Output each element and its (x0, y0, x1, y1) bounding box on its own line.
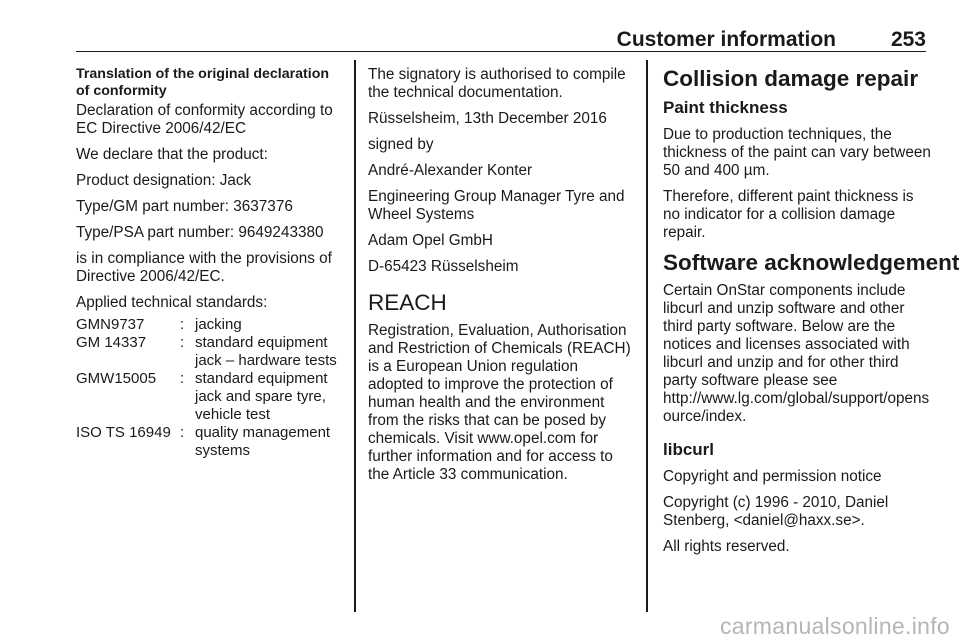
software-paragraph: Certain OnStar components include libcurl and unzip software and other third party software. Below are the notices and licenses associated with libcurl and unzip and for other third party software please see http://www.lg.com/global/support/opensource/index. (663, 282, 930, 425)
declaration-heading: Translation of the original declaration of conformity (76, 66, 330, 99)
standard-description: jacking (195, 316, 242, 333)
paint-paragraph: Due to production techniques, the thickness of the paint can vary between 50 and 400 µm. (663, 126, 931, 179)
reach-heading: REACH (368, 290, 447, 315)
signatory-paragraph: Adam Opel GmbH (368, 232, 493, 249)
signatory-paragraph: signed by (368, 136, 434, 153)
libcurl-paragraph: Copyright (c) 1996 - 2010, Daniel Stenberg, <daniel@haxx.se>. (663, 494, 889, 529)
standards-row (76, 334, 346, 370)
signatory-paragraph: The signatory is authorised to compile the technical documentation. (368, 66, 626, 101)
column-middle (368, 66, 636, 492)
libcurl-heading: libcurl (663, 440, 715, 459)
standard-separator: : (180, 334, 185, 351)
declaration-paragraph: Applied technical standards: (76, 294, 268, 311)
page-header (76, 26, 926, 52)
declaration-paragraph: is in compliance with the provisions of Directive 2006/42/EC. (76, 250, 332, 285)
software-heading: Software acknowledgement (663, 250, 960, 275)
signatory-paragraph: Engineering Group Manager Tyre and Wheel Systems (368, 188, 625, 223)
standard-separator: : (180, 424, 185, 441)
standard-description: quality management systems (195, 424, 331, 459)
page-title: Customer information (616, 28, 836, 51)
paint-paragraph: Therefore, different paint thickness is no indicator for a collision damage repair. (663, 188, 914, 241)
signatory-paragraph: Rüsselsheim, 13th December 2016 (368, 110, 607, 127)
standard-separator: : (180, 370, 185, 387)
standards-row (76, 370, 346, 424)
signatory-paragraph: André-Alexander Konter (368, 162, 533, 179)
declaration-paragraph: We declare that the product: (76, 146, 268, 163)
column-left (76, 66, 346, 460)
standards-table (76, 316, 346, 460)
watermark-text: carmanualsonline.info (719, 613, 950, 639)
declaration-paragraph: Product designation: Jack (76, 172, 252, 189)
reach-paragraph: Registration, Evaluation, Authorisation and Restriction of Chemicals (REACH) is a European Union regulation adopted to improve the protection of human health and the environment from the risks that can be posed by chemicals. Visit www.opel.com for further information and for access to the Article 33 communication. (368, 322, 631, 483)
standard-code: GM 14337 (76, 334, 147, 351)
libcurl-paragraph: All rights reserved. (663, 538, 790, 555)
column-divider-2 (646, 60, 648, 612)
standard-separator: : (180, 316, 185, 333)
standard-code: GMN9737 (76, 316, 145, 333)
collision-heading: Collision damage repair (663, 66, 919, 91)
standard-code: ISO TS 16949 (76, 424, 171, 441)
signatory-paragraph: D-65423 Rüsselsheim (368, 258, 519, 275)
paint-thickness-heading: Paint thickness (663, 98, 788, 117)
column-divider-1 (354, 60, 356, 612)
column-right (663, 66, 960, 564)
standard-code: GMW15005 (76, 370, 157, 387)
libcurl-paragraph: Copyright and permission notice (663, 468, 882, 485)
standard-description: standard equipment jack and spare tyre, vehicle test (195, 370, 328, 423)
page-number: 253 (890, 28, 926, 51)
standard-description: standard equipment jack – hardware tests (195, 334, 337, 369)
declaration-paragraph: Declaration of conformity according to EC Directive 2006/42/EC (76, 102, 333, 137)
standards-row (76, 424, 346, 460)
declaration-paragraph: Type/GM part number: 3637376 (76, 198, 293, 215)
standards-row (76, 316, 346, 334)
declaration-paragraph: Type/PSA part number: 9649243380 (76, 224, 324, 241)
